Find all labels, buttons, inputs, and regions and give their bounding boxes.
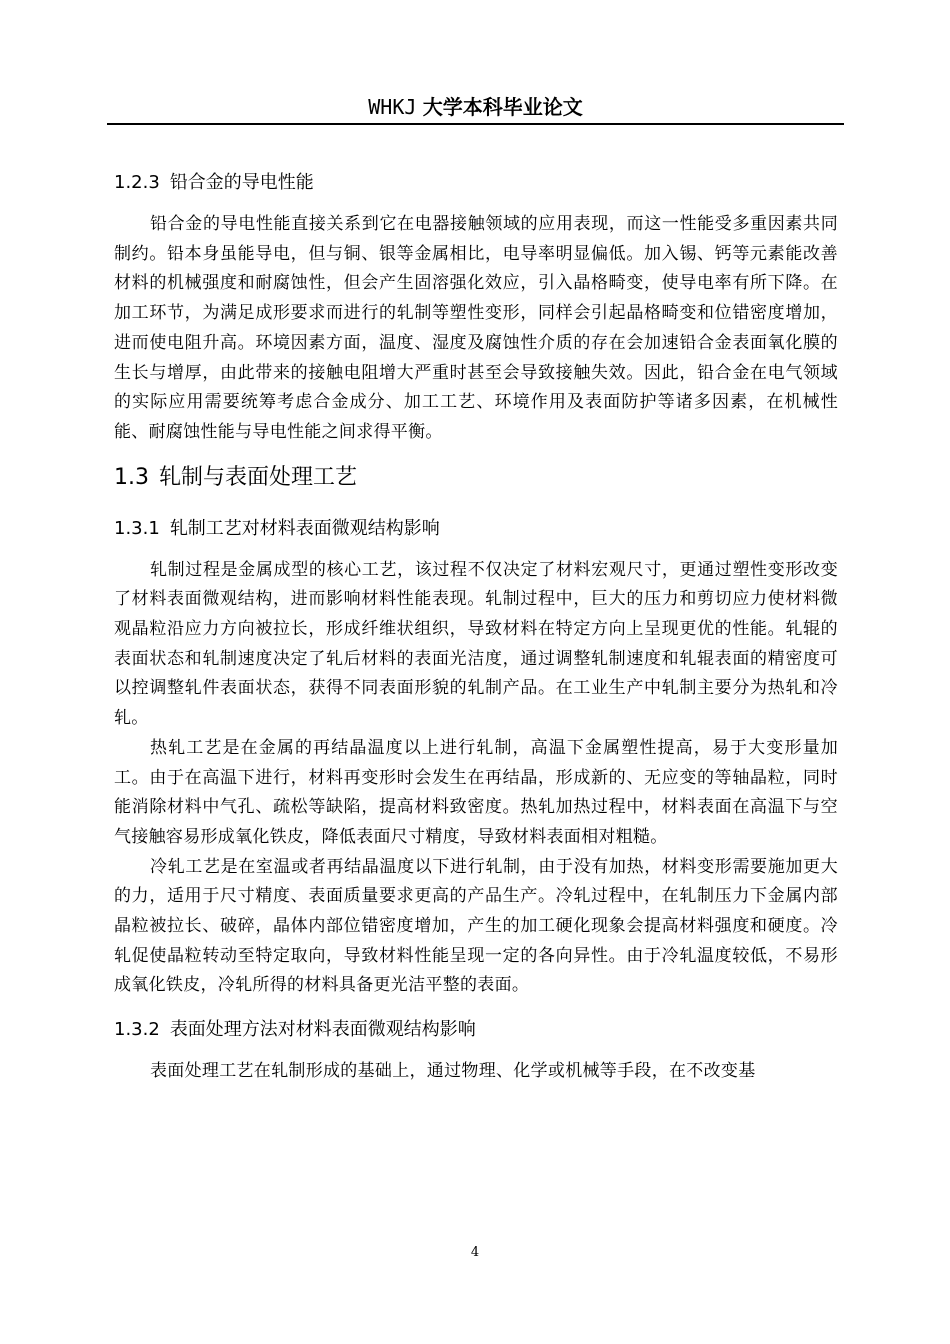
section-title: 轧制与表面处理工艺 xyxy=(159,464,358,490)
page-number: 4 xyxy=(470,1245,480,1260)
paragraph: 冷轧工艺是在室温或者再结晶温度以下进行轧制，由于没有加热，材料变形需要施加更大的力，适用于尺寸精度、表面质量要求更高的产品生产。冷轧过程中，在轧制压力下金属内部晶粒被拉长、破碎，晶体内部位错密度增加，产生的加工硬化现象会提高材料强度和硬度。冷轧促使晶粒转动至特定取向，导致材料性能呈现一定的各向异性。由于冷轧温度较低，不易形成氧化铁皮，冷轧所得的材料具备更光洁平整的表面。 xyxy=(114,856,838,996)
section-number: 1.3.2 xyxy=(114,1019,160,1041)
header-rule xyxy=(107,123,844,125)
section-number: 1.3.1 xyxy=(114,517,160,539)
running-header xyxy=(107,92,844,126)
section-title: 铅合金的导电性能 xyxy=(169,172,314,193)
section-heading-1-3-2 xyxy=(114,1015,838,1045)
paragraph: 表面处理工艺在轧制形成的基础上，通过物理、化学或机械等手段，在不改变基 xyxy=(150,1061,756,1082)
paragraph: 轧制过程是金属成型的核心工艺，该过程不仅决定了材料宏观尺寸，更通过塑性变形改变了材料表面微观结构，进而影响材料性能表现。轧制过程中，巨大的压力和剪切应力使材料微观晶粒沿应力方向被拉长，形成纤维状组织，导致材料在特定方向上呈现更优的性能。轧辊的表面状态和轧制速度决定了轧后材料的表面光洁度，通过调整轧制速度和轧辊表面的精密度可以控调整轧件表面状态，获得不同表面形貌的轧制产品。在工业生产中轧制主要分为热轧和冷轧。 xyxy=(114,559,838,729)
section-heading-1-3-1 xyxy=(114,514,838,544)
section-heading-1-3 xyxy=(114,462,838,494)
paragraph: 热轧工艺是在金属的再结晶温度以上进行轧制，高温下金属塑性提高，易于大变形量加工。由于在高温下进行，材料再变形时会发生在再结晶，形成新的、无应变的等轴晶粒，同时能消除材料中气孔、疏松等缺陷，提高材料致密度。热轧加热过程中，材料表面在高温下与空气接触容易形成氧化铁皮，降低表面尺寸精度，导致材料表面相对粗糙。 xyxy=(114,737,838,847)
header-cjk-text: 大学本科毕业论文 xyxy=(422,95,583,119)
paragraph: 铅合金的导电性能直接关系到它在电器接触领域的应用表现，而这一性能受多重因素共同制约。铅本身虽能导电，但与铜、银等金属相比，电导率明显偏低。加入锡、钙等元素能改善材料的机械强度和耐腐蚀性，但会产生固溶强化效应，引入晶格畸变，使导电率有所下降。在加工环节，为满足成形要求而进行的轧制等塑性变形，同样会引起晶格畸变和位错密度增加，进而使电阻升高。环境因素方面，温度、湿度及腐蚀性介质的存在会加速铅合金表面氧化膜的生长与增厚，由此带来的接触电阻增大严重时甚至会导致接触失效。因此，铅合金在电气领域的实际应用需要统筹考虑合金成分、加工工艺、环境作用及表面防护等诸多因素，在机械性能、耐腐蚀性能与导电性能之间求得平衡。 xyxy=(114,214,838,442)
section-heading-1-2-3 xyxy=(114,168,838,198)
section-number: 1.3 xyxy=(114,464,149,490)
section-title: 表面处理方法对材料表面微观结构影响 xyxy=(169,1019,476,1041)
header-latin-text: WHKJ xyxy=(368,95,417,119)
section-title: 轧制工艺对材料表面微观结构影响 xyxy=(169,517,440,539)
page-content xyxy=(114,168,838,1087)
section-number: 1.2.3 xyxy=(114,172,160,193)
